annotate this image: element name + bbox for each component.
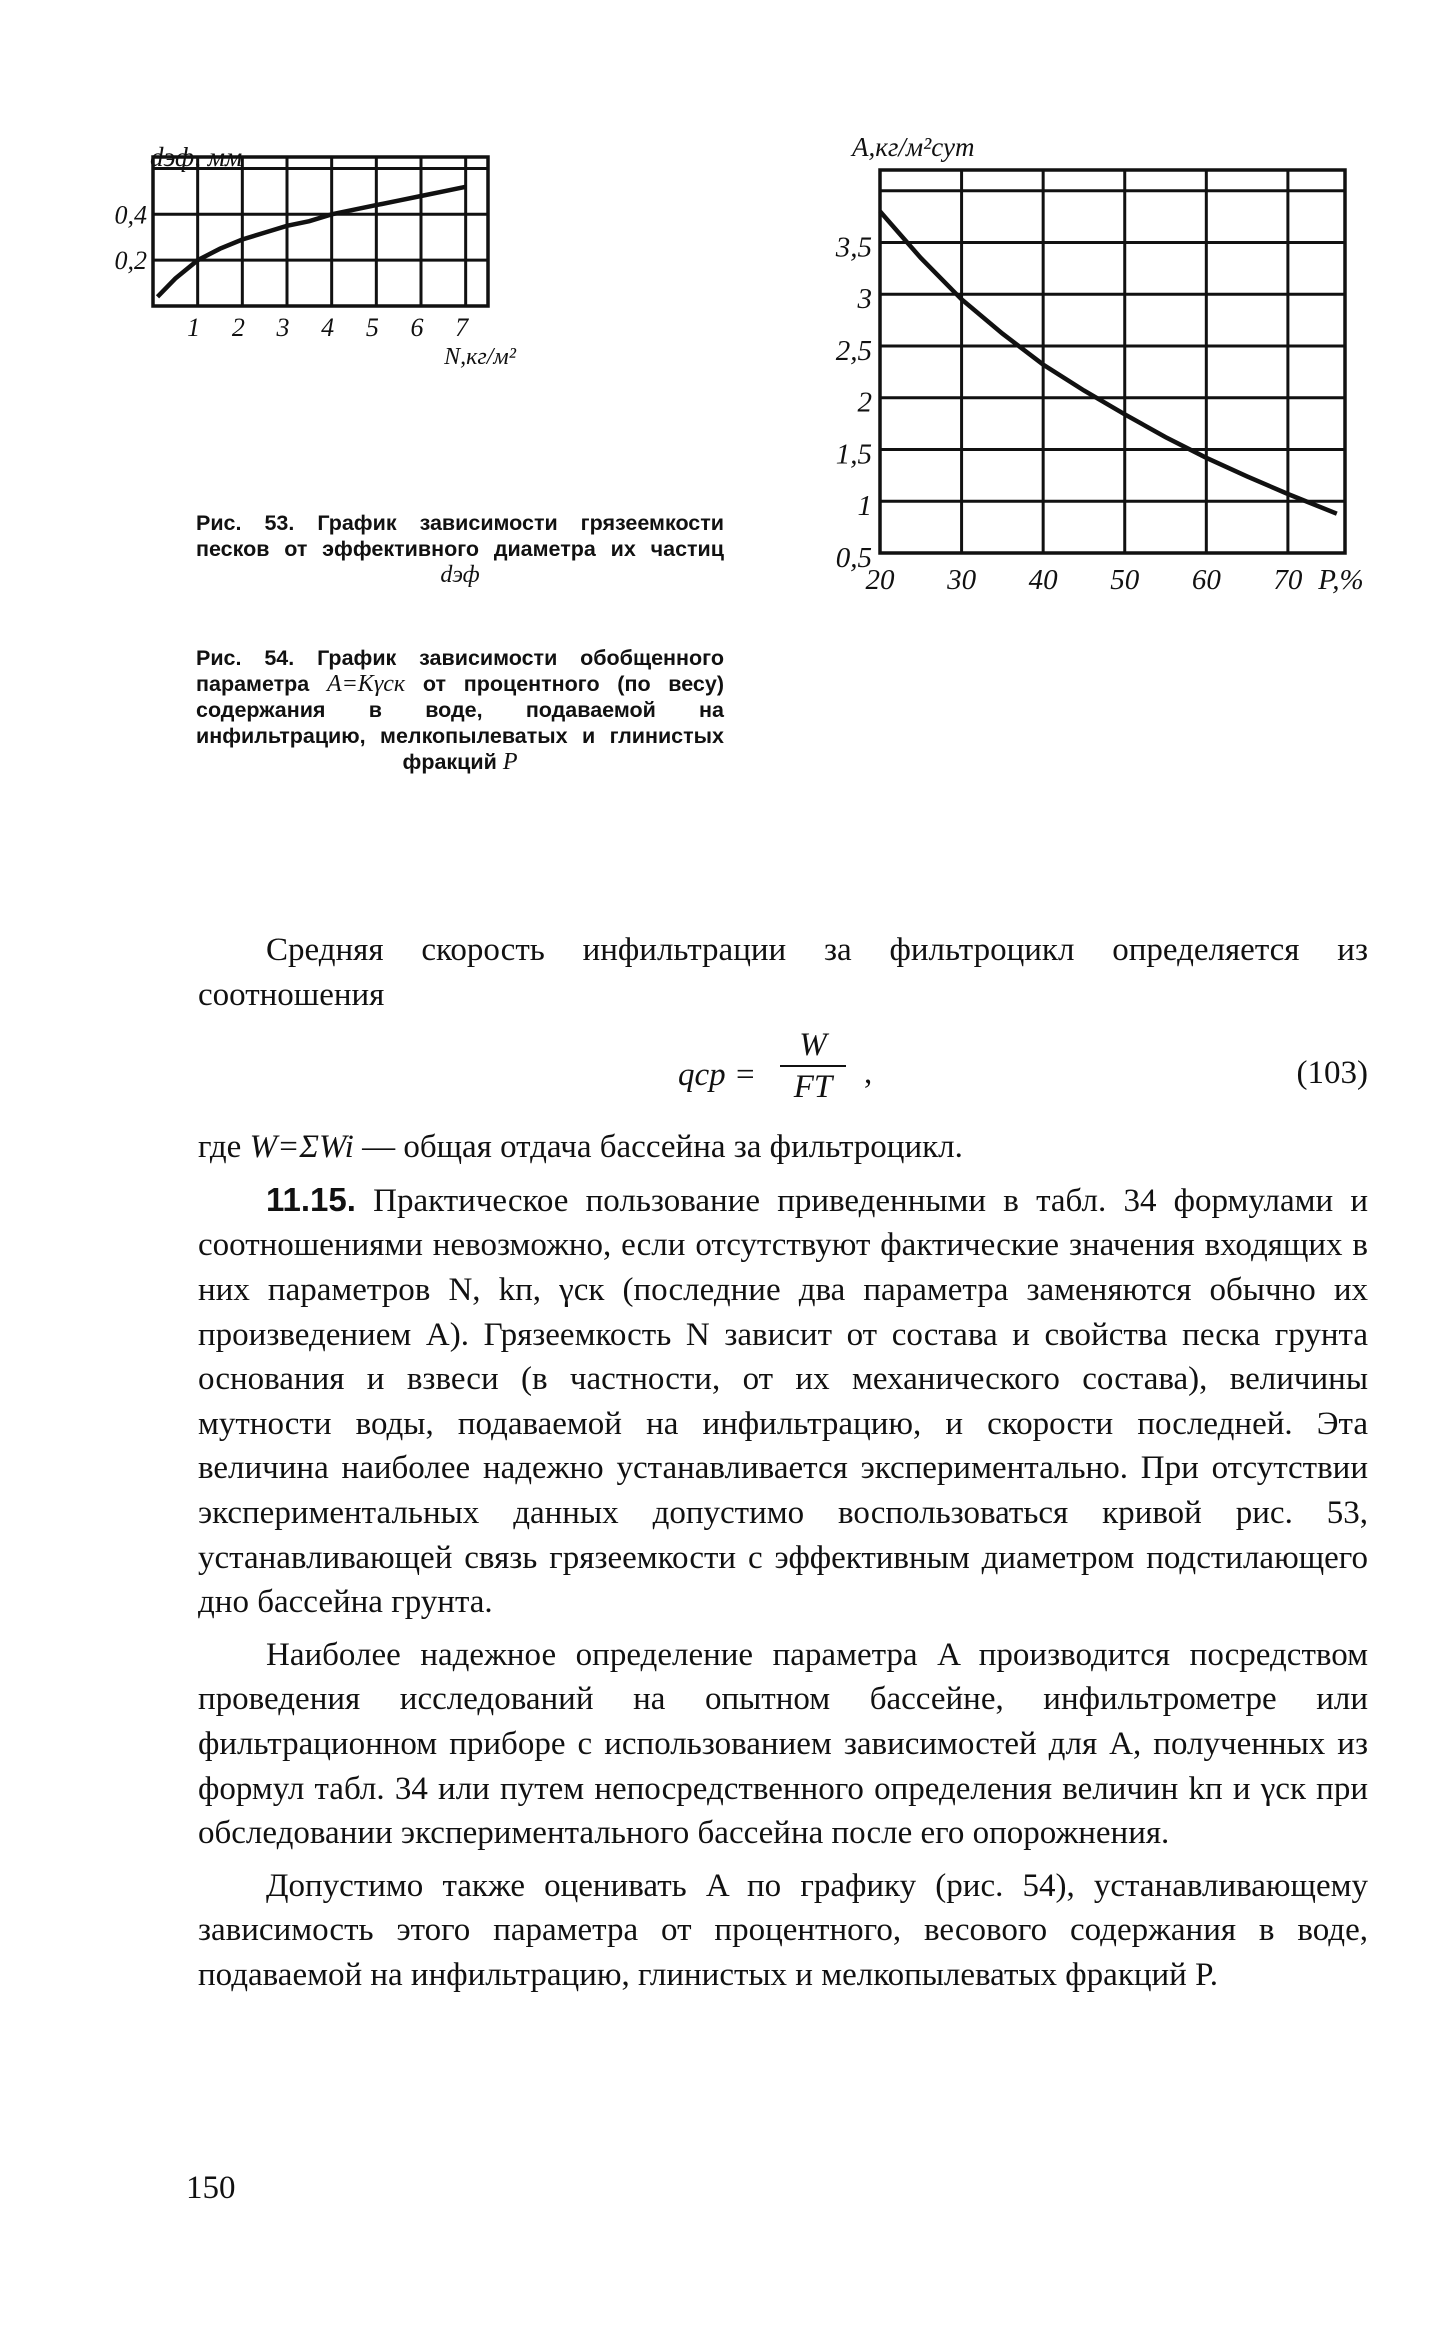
figure-54-x-ticks bbox=[866, 564, 1303, 596]
figure-53-y-ticks bbox=[115, 200, 148, 275]
figure-54-y-axis-label: A,кг/м²сут bbox=[852, 132, 975, 162]
paragraph-intro: Средняя скорость инфильтрации за фильтроцикл определяется из соотношения bbox=[198, 932, 1368, 1013]
figure-54-caption-symbol: P bbox=[502, 749, 518, 775]
figure-53-x-axis-label: N,кг/м² bbox=[444, 344, 516, 370]
figure-54-y-tick-label: 1 bbox=[857, 490, 872, 523]
figure-53-x-tick-label: 6 bbox=[410, 313, 424, 342]
figure-54-x-tick-label: 60 bbox=[1191, 564, 1221, 596]
figure-54-y-tick-label: 3 bbox=[857, 283, 872, 316]
figure-53-caption-symbol: dэф bbox=[440, 562, 480, 588]
figure-53-frame bbox=[153, 157, 488, 306]
where-lead: где bbox=[198, 1129, 242, 1166]
figure-54-frame bbox=[880, 170, 1345, 553]
figure-53-caption-prefix: Рис. 53. bbox=[196, 511, 295, 535]
equation-denominator: FT bbox=[793, 1069, 833, 1106]
where-formula: W=ΣWi bbox=[249, 1129, 354, 1166]
figure-54-caption-text: График зависимости обобщенного параметра bbox=[196, 646, 724, 696]
equation-numerator: W bbox=[799, 1027, 827, 1064]
figure-54-y-tick-label: 3,5 bbox=[835, 231, 872, 264]
paragraph-where bbox=[198, 1125, 1368, 1170]
figure-54-y-tick-label: 2 bbox=[857, 386, 872, 419]
figure-54-x-tick-label: 70 bbox=[1273, 564, 1303, 596]
figure-54-x-tick-label: 40 bbox=[1028, 564, 1058, 596]
figure-53-x-tick-label: 7 bbox=[455, 313, 469, 342]
section-number: 11.15. bbox=[266, 1180, 356, 1218]
figure-53-x-tick-label: 3 bbox=[276, 313, 290, 342]
where-text: — общая отдача бассейна за фильтроцикл. bbox=[362, 1129, 963, 1166]
figure-53-x-ticks bbox=[187, 313, 469, 342]
figure-53-y-axis-label: dэф, мм bbox=[150, 142, 243, 172]
figure-54-x-axis-label: P,% bbox=[1318, 564, 1364, 596]
figure-53-x-tick-label: 2 bbox=[231, 313, 245, 342]
figure-53-chart bbox=[114, 142, 770, 480]
figure-53-grid bbox=[153, 157, 488, 306]
body-text bbox=[198, 928, 1368, 2005]
figure-54-y-ticks bbox=[835, 231, 872, 574]
figure-53-x-tick-label: 1 bbox=[187, 313, 201, 342]
figure-54-y-tick-label: 2,5 bbox=[835, 334, 872, 367]
figure-53-caption-text: График зависимости грязеемкости песков от эффективного диаметра их частиц bbox=[196, 511, 724, 561]
figure-54-caption-text-2: от процентного (по весу) содержания в воде, подаваемой на инфильтрацию, мелкопылеватых и глинистых фракций bbox=[196, 672, 724, 774]
figure-53-x-tick-label: 5 bbox=[365, 313, 379, 342]
figure-53-x-tick-label: 4 bbox=[321, 313, 335, 342]
figure-53-y-tick-label: 0,2 bbox=[114, 246, 147, 276]
figure-53-curve bbox=[158, 187, 466, 297]
equation-103 bbox=[198, 1025, 1368, 1119]
equation-lhs: qср = bbox=[678, 1057, 757, 1094]
paragraph-graph-54: Допустимо также оценивать A по графику (рис. 54), устанавливающему зависимость этого параметра от процентного, весового содержания в воде, подаваемой на инфильтрацию, глинистых и мелкопылеватых фракций P. bbox=[198, 1867, 1368, 1993]
figure-54-x-tick-label: 50 bbox=[1110, 564, 1140, 596]
figure-54-caption-formula: A=Kγск bbox=[326, 671, 406, 697]
paragraph-parameter-a: Наиболее надежное определение параметра A производится посредством проведения исследований на опытном бассейне, инфильтрометре или фильтрационном приборе с использованием зависимостей для A, полученных из формул табл. 34 или путем непосредственного определения величин kп и γск при обследовании экспериментального бассейна после его опорожнения. bbox=[198, 1636, 1368, 1852]
figure-53-caption bbox=[196, 510, 724, 588]
figure-54-chart bbox=[810, 132, 1400, 620]
figure-54-x-tick-label: 20 bbox=[865, 564, 895, 596]
paragraph-11-15-text: Практическое пользование приведенными в табл. 34 формулами и соотношениями невозможно, если отсутствуют фактические значения входящих в них параметров N, kп, γск (последние два параметра заменяются обычно их произведением A). Грязеемкость N зависит от состава и свойства песка грунта основания и взвеси (в частности, от их механического состава), величины мутности воды, подаваемой на инфильтрацию, и скорости последней. Эта величина наиболее надежно устанавливается экспериментально. При отсутствии экспериментальных данных допустимо воспользоваться кривой рис. 53, устанавливающей связь грязеемкости с эффективным диаметром подстилающего дно бассейна грунта. bbox=[198, 1182, 1369, 1621]
figure-54-y-tick-label: 1,5 bbox=[835, 438, 872, 471]
equation-number: (103) bbox=[1296, 1055, 1368, 1092]
equation-comma: , bbox=[864, 1055, 873, 1092]
figure-54-grid bbox=[880, 170, 1345, 553]
figure-54-x-tick-label: 30 bbox=[947, 564, 977, 596]
figure-54-caption-prefix: Рис. 54. bbox=[196, 646, 295, 670]
equation-fraction bbox=[780, 1025, 846, 1107]
figure-54-caption bbox=[196, 645, 724, 775]
figure-53-y-tick-label: 0,4 bbox=[114, 200, 147, 230]
paragraph-11-15 bbox=[198, 1178, 1368, 1625]
figure-54-y-tick-label: 0,5 bbox=[835, 542, 872, 574]
page-number: 150 bbox=[186, 2170, 236, 2206]
figure-54-curve bbox=[880, 211, 1337, 513]
